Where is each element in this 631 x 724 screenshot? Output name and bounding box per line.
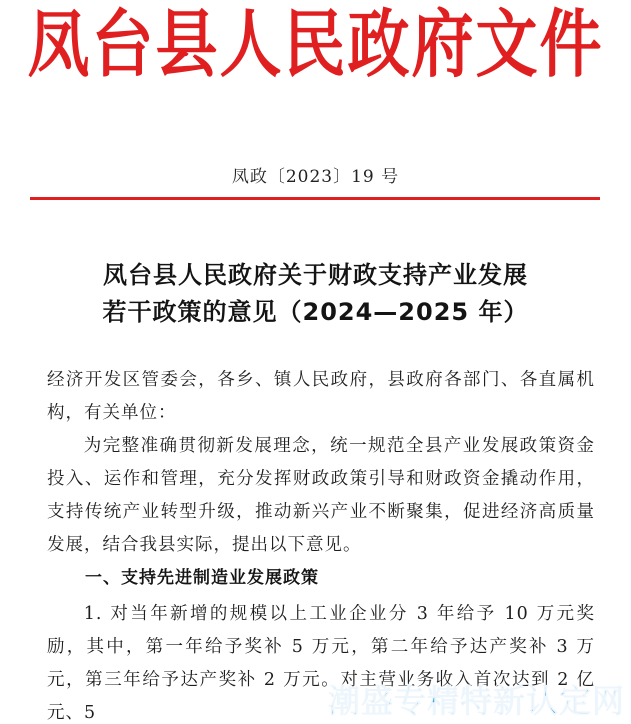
section-heading: 一、支持先进制造业发展政策 [85,568,319,588]
policy-item-1: 1. 对当年新增的规模以上工业企业分 3 年给予 10 万元奖励，其中，第一年给予奖补 5 万元，第二年给予达产奖补 3 万元，第三年给予达产奖补 2 万元。对主营业务收入首次达到 2 亿元、5 [47,604,595,723]
watermark: 潮盛专精特新认定网 [327,682,625,720]
addressee: 经济开发区管委会，各乡、镇人民政府，县政府各部门、各直属机构，有关单位： [47,370,595,423]
red-divider-rule [30,197,600,200]
document-title-line-2: 若干政策的意见（2024—2025 年） [102,298,529,326]
intro-paragraph: 为完整准确贯彻新发展理念，统一规范全县产业发展政策资金投入、运作和管理，充分发挥财政政策引导和财政资金撬动作用，支持传统产业转型升级，推动新兴产业不断聚集，促进经济高质量发展，结合我县实际，提出以下意见。 [47,436,595,555]
masthead: 凤台县人民政府文件 [27,0,604,88]
document-title-line-1: 凤台县人民政府关于财政支持产业发展 [103,261,528,289]
document-number: 凤政〔2023〕19 号 [231,167,400,187]
